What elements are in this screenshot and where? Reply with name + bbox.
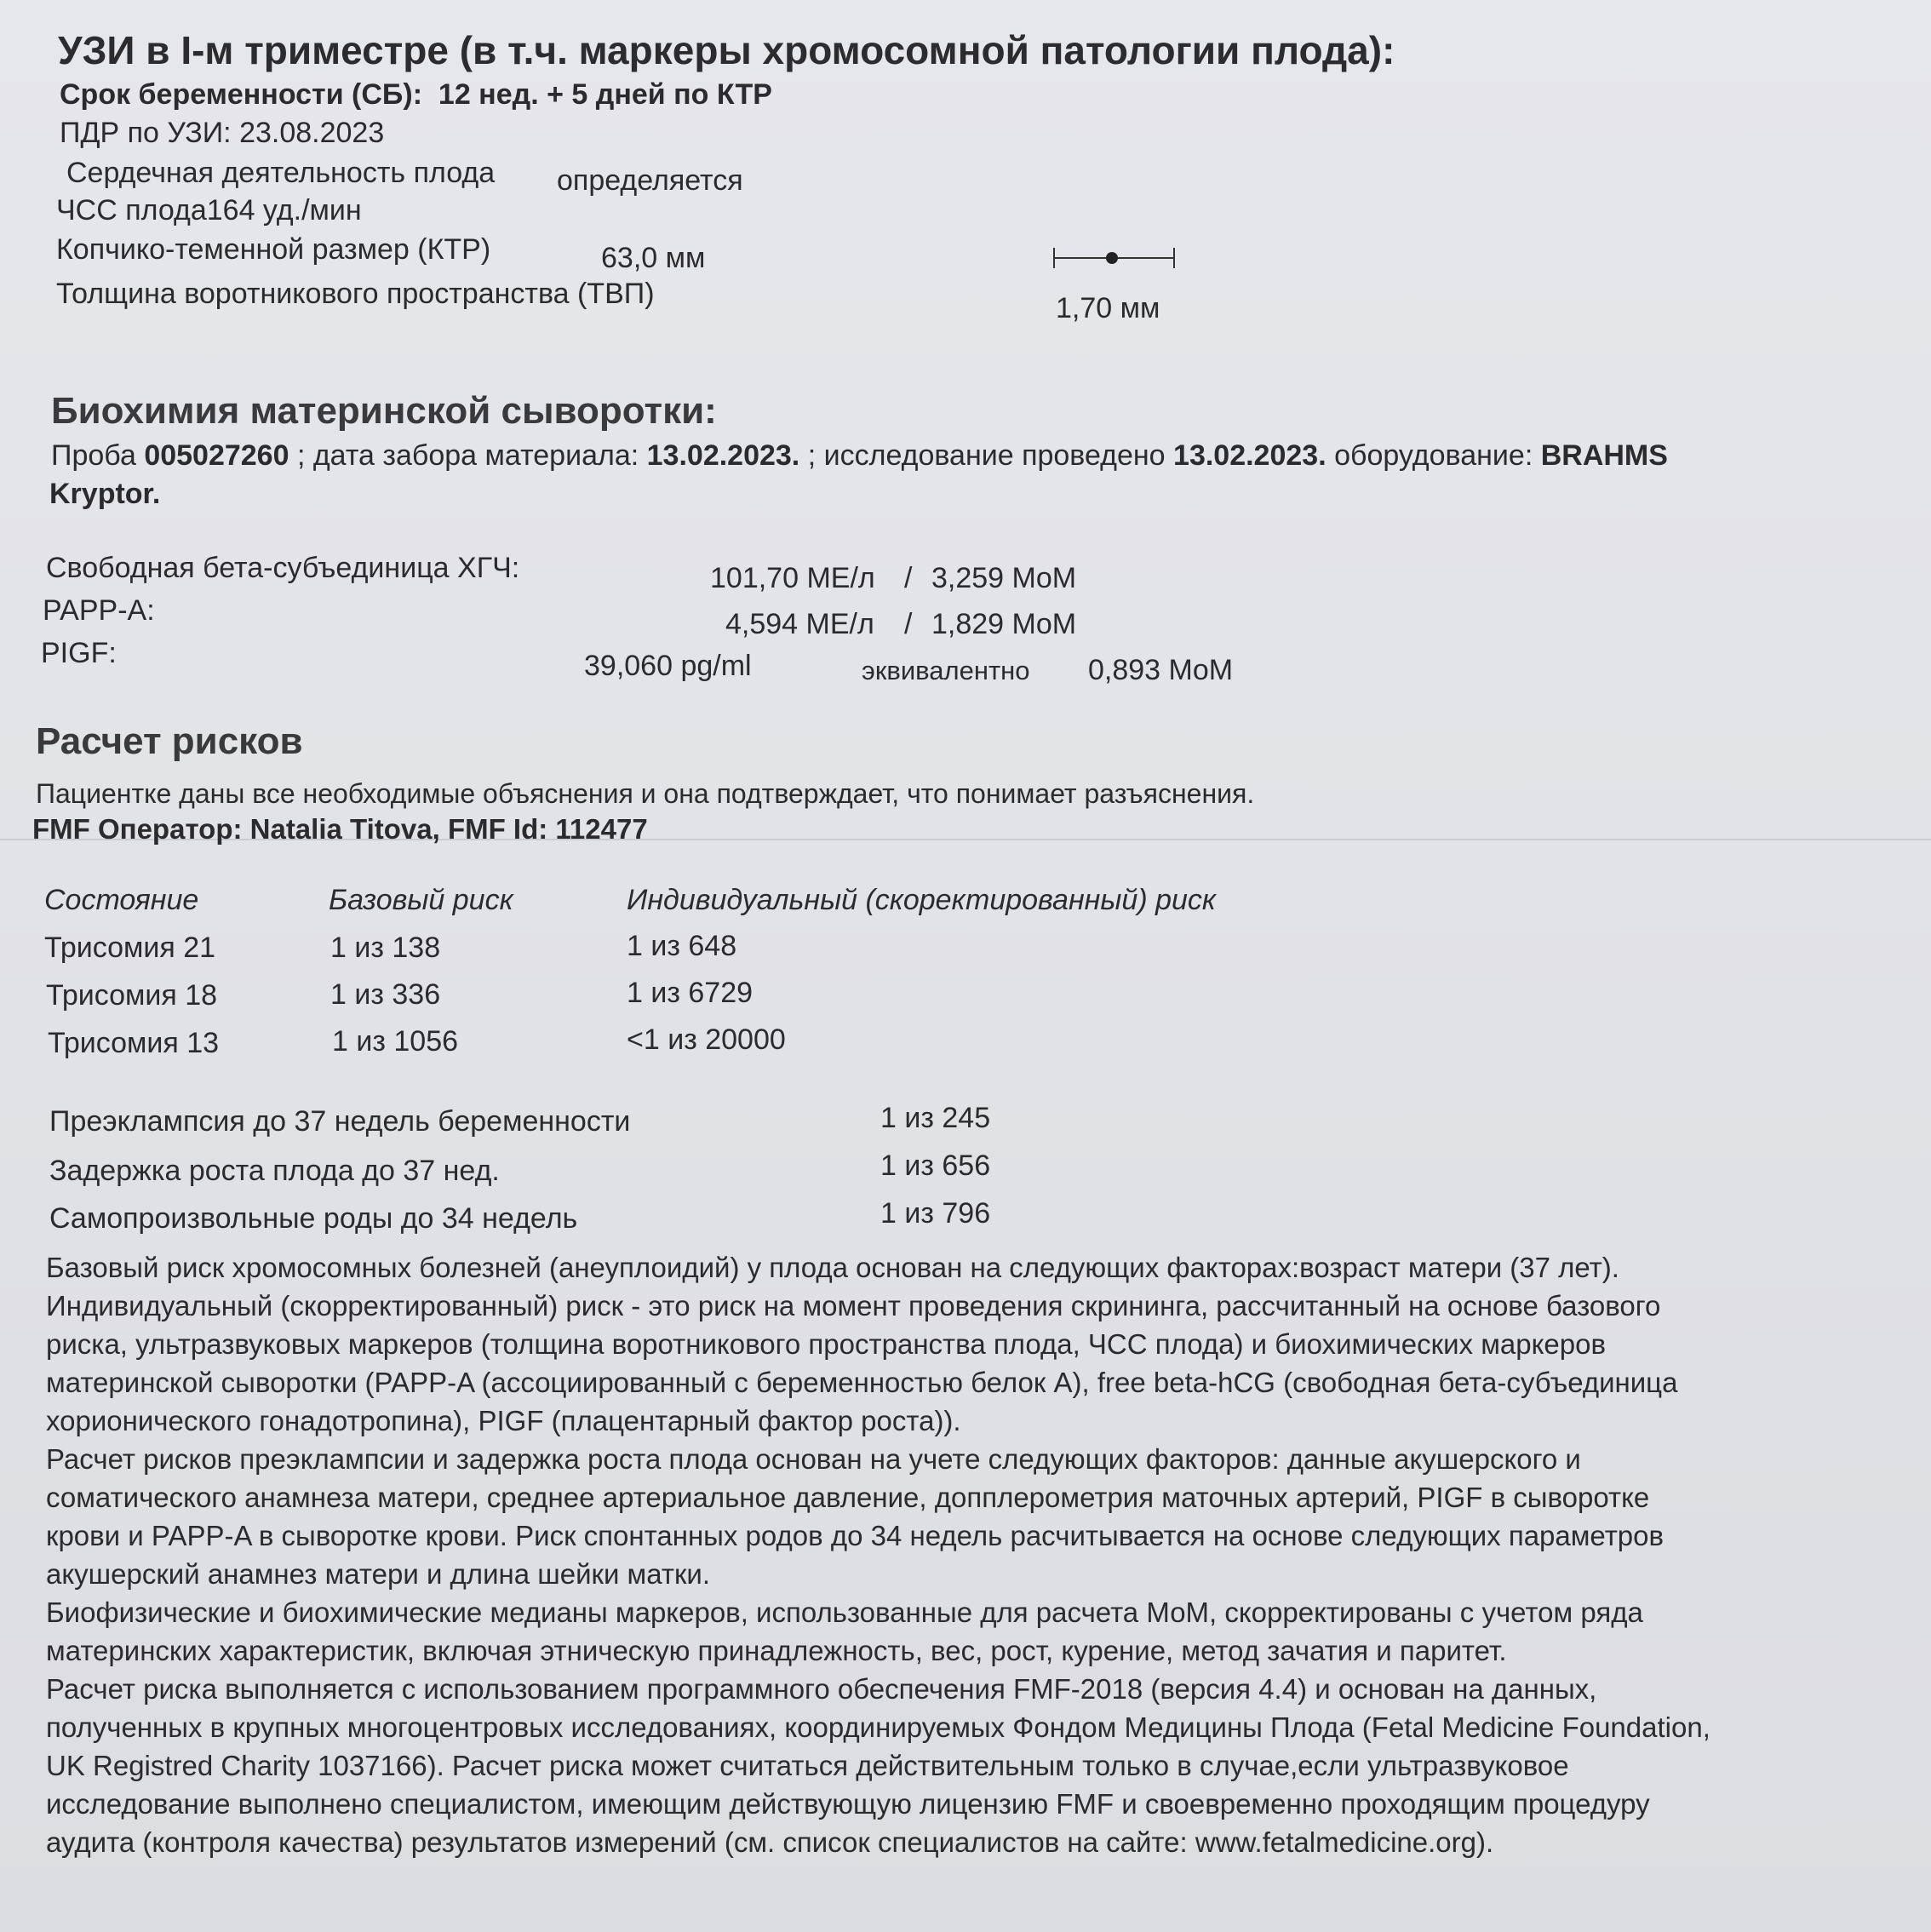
trisomy-base: 1 из 336 <box>330 978 441 1011</box>
trisomy-condition: Трисомия 13 <box>48 1027 220 1059</box>
col-header-base: Базовый риск <box>329 884 513 916</box>
col-header-condition: Состояние <box>44 884 199 916</box>
trisomy-individual: 1 из 6729 <box>627 977 753 1009</box>
trisomy-individual: 1 из 648 <box>627 930 737 962</box>
biochem-row-mom: 0,893 MoM <box>1088 654 1234 686</box>
footnote-line: хорионического гонадотропина), PIGF (плацентарный фактор роста)). <box>46 1405 961 1436</box>
footnote-line: Расчет рисков преэклампсии и задержка роста плода основан на учете следующих факторов: данные акушерского и <box>46 1443 1581 1475</box>
footnote-line: Индивидуальный (скорректированный) риск - это риск на момент проведения скрининга, рассчитанный на основе базового <box>46 1290 1661 1321</box>
biochem-row-value: 101,70 МЕ/л <box>710 562 875 594</box>
trisomy-condition: Трисомия 21 <box>44 932 216 964</box>
ultrasound-title: УЗИ в I-м триместре (в т.ч. маркеры хромосомной патологии плода): <box>58 28 1395 72</box>
other-risk-condition: Самопроизвольные роды до 34 недель <box>49 1202 578 1235</box>
biochem-row-value: 4,594 МЕ/л <box>725 608 874 640</box>
footnote-line: материнских характеристик, включая этническую принадлежность, вес, рост, курение, метод зачатия и паритет. <box>46 1635 1507 1666</box>
biochem-row-label: Свободная бета-субъединица ХГЧ: <box>46 552 520 584</box>
biochem-row-sep: / <box>904 608 913 640</box>
footnote-paragraph <box>46 1248 1710 1861</box>
footnote-line: крови и PAPP-A в сыворотке крови. Риск спонтанных родов до 34 недель расчитывается на основе следующих параметров <box>46 1520 1665 1551</box>
fmf-operator: FMF Оператор: Natalia Titova, FMF Id: 112477 <box>32 813 648 845</box>
crl-value: 63,0 мм <box>601 242 706 274</box>
biochem-row-label: PIGF: <box>41 637 117 669</box>
biochem-row-value: 39,060 pg/ml <box>584 650 752 682</box>
fhr-text: ЧСС плода164 уд./мин <box>56 194 362 226</box>
nt-scale-tick-left <box>1053 248 1055 268</box>
biochem-row-sep: эквивалентно <box>862 656 1030 685</box>
other-risk-value: 1 из 656 <box>880 1149 991 1182</box>
equipment-label: оборудование: <box>1334 439 1533 472</box>
biochem-row-mom: 1,829 MoM <box>931 608 1077 640</box>
term-label: Срок беременности (СБ): <box>60 78 423 111</box>
crl-label: Копчико-теменной размер (КТР) <box>56 233 491 266</box>
sample-label: Проба <box>51 439 136 472</box>
term-row <box>60 78 772 112</box>
equipment-value: BRAHMS <box>1540 439 1668 472</box>
term-value: 12 нед. + 5 дней по КТР <box>438 78 772 111</box>
trisomy-base: 1 из 1056 <box>332 1025 459 1058</box>
footnote-line: аудита (контроля качества) результатов измерений (см. список специалистов на сайте: www.fetalmedicine.org). <box>46 1826 1494 1858</box>
trisomy-individual: <1 из 20000 <box>627 1023 786 1056</box>
footnote-line: акушерский анамнез матери и длина шейки матки. <box>46 1558 711 1590</box>
other-risk-value: 1 из 245 <box>880 1102 991 1134</box>
trisomy-base: 1 из 138 <box>330 932 441 964</box>
footnote-line: Биофизические и биохимические медианы маркеров, использованные для расчета МоМ, скорректированы с учетом ряда <box>46 1597 1643 1628</box>
biochem-title: Биохимия материнской сыворотки: <box>51 390 717 432</box>
nt-scale-dot <box>1106 252 1118 264</box>
date-value: 13.02.2023. <box>646 439 800 472</box>
footnote-line: риска, ультразвуковых маркеров (толщина воротникового пространства плода, ЧСС плода) и биохимических маркеров <box>46 1328 1606 1360</box>
footnote-line: соматического анамнеза матери, среднее артериальное давление, допплерометрия маточных артерий, PIGF в сыворотке <box>46 1482 1650 1513</box>
col-header-individual: Индивидуальный (скоректированный) риск <box>627 884 1216 916</box>
footnote-line: полученных в крупных многоцентровых исследованиях, координируемых Фондом Медицины Плода (Fetal Medicine Foundation, <box>46 1711 1710 1743</box>
biochem-row-label: PAPP-A: <box>43 594 155 627</box>
biochem-sample-line <box>51 439 1668 473</box>
risks-note: Пациентке даны все необходимые объяснения и она подтверждает, что понимает разъяснения. <box>36 778 1255 809</box>
sample-id: 005027260 <box>144 439 289 472</box>
footnote-line: исследование выполнено специалистом, имеющим действующую лицензию FMF и своевременно проходящим процедуру <box>46 1788 1650 1820</box>
footnote-line: Базовый риск хромосомных болезней (анеуплоидий) у плода основан на следующих факторах:возраст матери (37 лет). <box>46 1252 1619 1283</box>
heart-activity-label: Сердечная деятельность плода <box>66 157 496 189</box>
edd-text: ПДР по УЗИ: 23.08.2023 <box>60 117 385 149</box>
other-risk-value: 1 из 796 <box>880 1197 991 1230</box>
other-risk-condition: Задержка роста плода до 37 нед. <box>49 1155 500 1187</box>
nt-value: 1,70 мм <box>1056 292 1160 324</box>
footnote-line: материнской сыворотки (PAPP-A (ассоциированный с беременностью белок А), free beta-hCG (свободная бета-субъединица <box>46 1367 1678 1398</box>
other-risk-condition: Преэклампсия до 37 недель беременности <box>49 1105 631 1138</box>
biochem-row-sep: / <box>904 562 913 594</box>
footnote-line: UK Registred Charity 1037166). Расчет риска может считаться действительным только в случае,если ультразвуковое <box>46 1750 1569 1781</box>
nt-scale-tick-right <box>1173 248 1175 268</box>
study-label: ; исследование проведено <box>807 439 1166 472</box>
trisomy-condition: Трисомия 18 <box>46 979 218 1012</box>
risks-title: Расчет рисков <box>36 720 303 762</box>
study-value: 13.02.2023. <box>1173 439 1326 472</box>
biochem-row-mom: 3,259 MoM <box>931 562 1077 594</box>
heart-activity-value: определяется <box>557 164 743 197</box>
equipment-value-continued: Kryptor. <box>49 478 161 510</box>
footnote-line: Расчет риска выполняется с использованием программного обеспечения FMF-2018 (версия 4.4) и основан на данных, <box>46 1673 1597 1705</box>
nt-label: Толщина воротникового пространства (ТВП) <box>56 278 655 310</box>
date-label: ; дата забора материала: <box>296 439 639 472</box>
